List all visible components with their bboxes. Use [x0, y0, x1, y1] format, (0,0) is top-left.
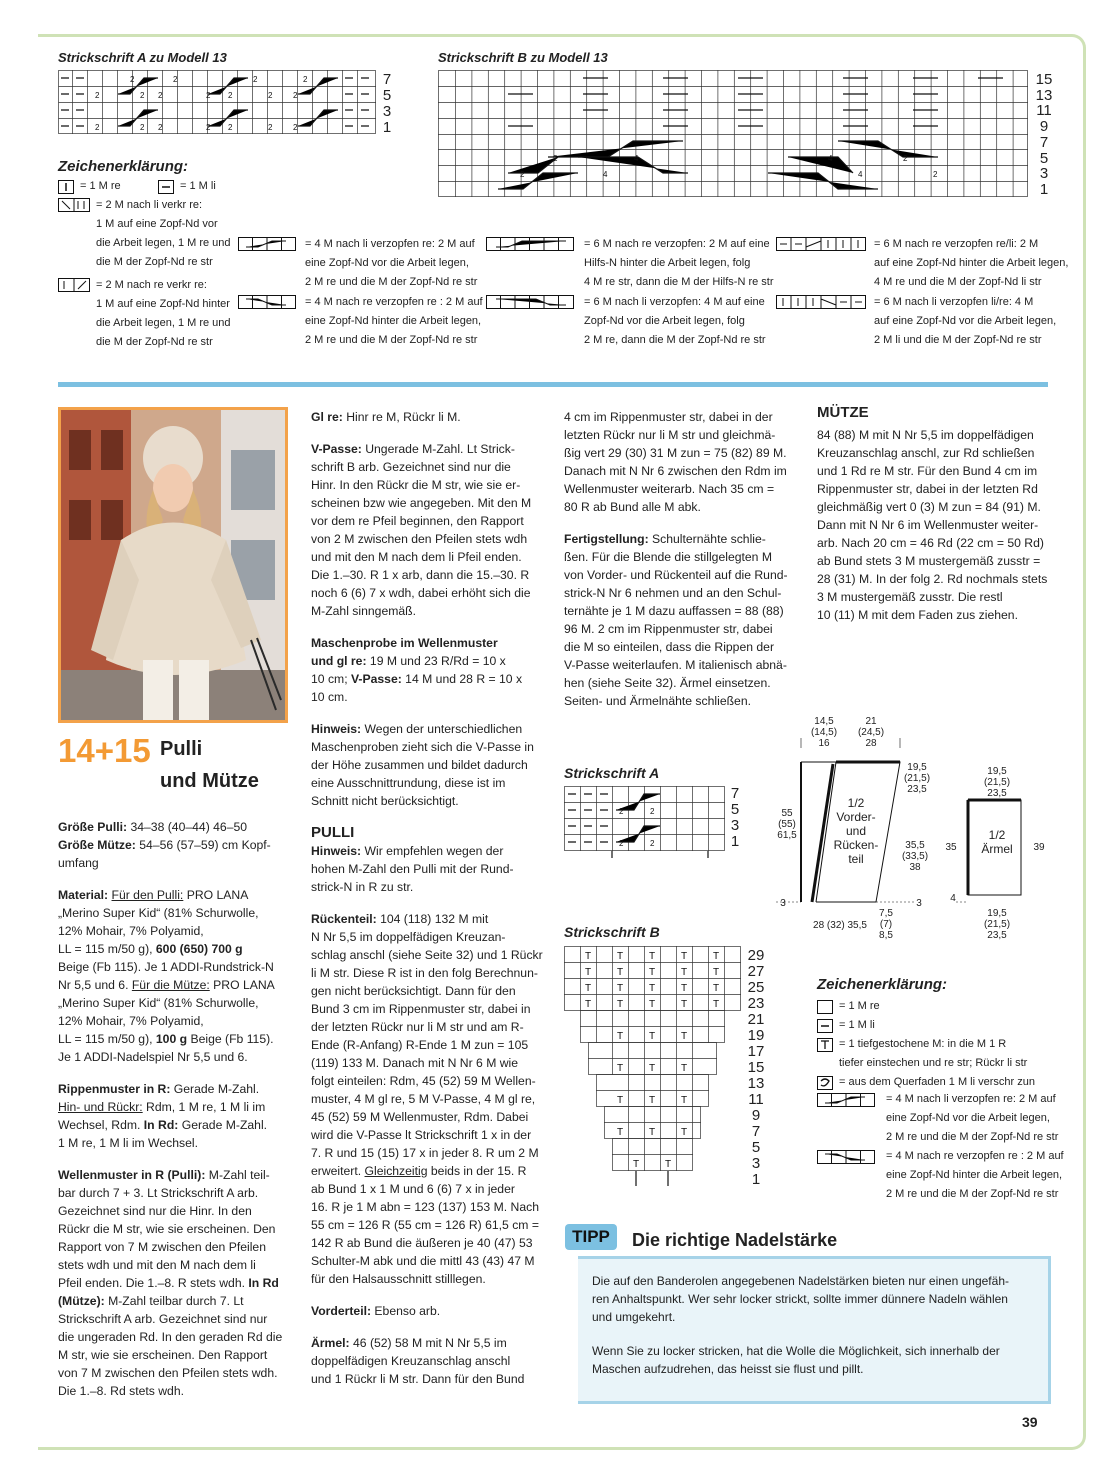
svg-text:2: 2	[228, 123, 233, 132]
svg-text:4: 4	[828, 154, 833, 163]
chart-a-grid	[58, 70, 376, 134]
svg-text:4: 4	[858, 170, 863, 179]
schem-sleeve-left: 35	[945, 842, 957, 853]
cable-4-right-icon	[238, 295, 296, 309]
legend-bottom-c1c: 2 M re und die M der Zopf-Nd re str	[886, 1131, 1059, 1143]
svg-text:T: T	[616, 1095, 624, 1106]
chart-a-title: Strickschrift A zu Modell 13	[58, 50, 227, 65]
legend-c5b: auf eine Zopf-Nd hinter die Arbeit legen,	[874, 257, 1069, 269]
cable-6-left-icon	[486, 295, 574, 309]
svg-text:T: T	[712, 951, 720, 962]
legend-c4c: 2 M re, dann die M der Zopf-Nd re str	[584, 334, 766, 346]
schem-sleeve-right: 39	[1033, 842, 1045, 853]
schem-bottom: 28 (32) 35,5	[813, 920, 867, 931]
schem-shoulder: 19,5 (21,5) 23,5	[903, 762, 931, 795]
legend-c4a: = 6 M nach li verzopfen: 4 M auf eine	[584, 296, 765, 308]
svg-text:2: 2	[228, 91, 233, 100]
svg-text:T: T	[616, 1127, 624, 1138]
legend-c1b: eine Zopf-Nd vor die Arbeit legen,	[305, 257, 469, 269]
svg-text:2: 2	[140, 91, 145, 100]
legend-l1-line3: die Arbeit legen, 1 M re und	[96, 237, 231, 249]
legend-bottom-c2b: eine Zopf-Nd hinter die Arbeit legen,	[886, 1169, 1063, 1181]
model-number: 14+15	[58, 732, 151, 769]
legend-l1-line4: die M der Zopf-Nd re str	[96, 256, 213, 268]
schem-three-left: 3	[780, 898, 786, 909]
svg-text:T: T	[648, 967, 656, 978]
legend-c2c: 2 M re und die M der Zopf-Nd re str	[305, 334, 478, 346]
cross-right-icon	[58, 278, 90, 292]
svg-text:T: T	[664, 1159, 672, 1170]
svg-text:T: T	[648, 1063, 656, 1074]
svg-text:T: T	[584, 967, 592, 978]
legend-re: = 1 M re	[80, 180, 121, 192]
svg-text:2: 2	[268, 91, 273, 100]
muetze-heading: MÜTZE	[817, 404, 869, 421]
svg-text:2: 2	[303, 75, 308, 84]
legend-li: = 1 M li	[180, 180, 216, 192]
svg-text:T: T	[616, 999, 624, 1010]
cable-6-li-re-icon	[776, 295, 866, 309]
svg-text:T: T	[680, 967, 688, 978]
legend-bottom-t2: tiefer einstechen und re str; Rückr li str	[839, 1057, 1028, 1069]
legend-c3a: = 6 M nach re verzopfen: 2 M auf eine	[584, 238, 770, 250]
legend-l1: = 2 M nach li verkr re:	[96, 199, 203, 211]
legend-c2a: = 4 M nach re verzopfen re : 2 M auf	[305, 296, 483, 308]
column-4-text: 84 (88) M mit N Nr 5,5 im doppelfädigen Kreuzanschlag anschl, zur Rd schließen und 1 Rd re M str. Für den Bund 4 cm im Rippenmuster str, dabei in der letzten Rd gleichmäßig vert 0 (3) M zun = 84 (91) M. Dann mit N Nr 6 im Wellenmuster weiter- arb. Nach 20 cm = 46 Rd (22 cm = 50 Rd) ab Bund stets 3 M mustergemäß zusstr = 28 (31) M. In der folg 2. Rd nochmals stets 3 M mustergemäß zusstr. Die restl 10 (11) M mit dem Faden zus ziehen.	[817, 428, 1048, 622]
legend-c3b: Hilfs-N hinter die Arbeit legen, folg	[584, 257, 751, 269]
schem-three-right: 3	[916, 898, 922, 909]
legend-bottom-re: = 1 M re	[839, 1000, 880, 1012]
svg-text:2: 2	[130, 75, 135, 84]
schem-top-left: 14,5 (14,5) 16	[810, 716, 838, 749]
knit-box-icon	[817, 1000, 833, 1014]
legend-l2-line4: die M der Zopf-Nd re str	[96, 336, 213, 348]
svg-text:T: T	[680, 951, 688, 962]
svg-text:2: 2	[293, 123, 298, 132]
model-name-line1: Pulli	[160, 738, 203, 760]
svg-text:T: T	[680, 1095, 688, 1106]
column-2-text: Gl re: Hinr re M, Rückr li M. V-Passe: Ungerade M-Zahl. Lt Strick- schrift B arb. Gezeichnet sind nur die Hinr. In den Rückr die M str, wie sie er- scheinen bzw wie angegeben. Mit den M vor dem re Pfeil beginnen, den Rapport von 2 M zwischen den Pfeilen stets wdh und mit den M nach dem li Pfeil enden. Die 1.–30. R 1 x arb, dann die 15.–30. R noch 6 (6) 7 x wdh, dabei erhöht sich die M-Zahl sinngemäß. Maschenprobe im Wellenmuster und gl re: 19 M und 23 R/Rd = 10 x 10 cm; V-Passe: 14 M und 28 R = 10 x 10 cm. Hinweis: Wegen der unterschiedlichen Maschenproben zieht sich die V-Passe in der Höhe zusammen und bildet dadurch eine Ausschnittrundung, diese ist im Schnitt nicht berücksichtigt. PULLI Hinweis: Wir empfehlen wegen der hohen M-Zahl den Pulli mit der Rund- strick-N in R zu str. Rückenteil: 104 (118) 132 M mit N Nr 5,5 im doppelfädigen Kreuzan- schlag anschl (siehe Seite 32) und 1 Rückr li M str. Diese R ist in den folg Berechnun- gen nicht berücksichtigt. Dann für den Bund 3 cm im Rippenmuster str, dabei in der letzten Rückr nur li M str und am R- Ende (R-Anfang) R-Ende 1 M zun = 105 (119) 133 M. Danach mit N Nr 6 M wie folgt einteilen: Rdm, 45 (52) 59 M Wellen- muster, 4 M gl re, 5 M V-Passe, 4 M gl re, 45 (52) 59 M Wellenmuster, Rdm. Dabei wird die V-Passe lt Strickschrift 1 x in der 7. R und 15 (15) 17 x in jeder 8. R um 2 M erweitert. Gleichzeitig beids in der 15. R ab Bund 1 x 1 M und 6 (6) 7 x in jeder 16. R je 1 M abn = 123 (137) 153 M. Nach 55 cm = 126 R (55 cm = 126 R) 61,5 cm = 142 R ab Bund die äußeren je 40 (47) 53 Schulter-M abk und die mittl 43 (43) 47 M für den Halsausschnitt stilllegen. Vorderteil: Ebenso arb. Ärmel: 46 (52) 58 M mit N Nr 5,5 im doppelfädigen Kreuzanschlag anschl und 1 Rückr li M str. Dann für den Bund	[311, 410, 543, 1386]
legend-bottom-c1a: = 4 M nach li verzopfen re: 2 M auf	[886, 1093, 1056, 1105]
svg-text:T: T	[680, 1127, 688, 1138]
schem-rib: 7,5 (7) 8,5	[879, 908, 893, 941]
svg-text:T: T	[648, 1127, 656, 1138]
schem-sleeve-top: 19,5 (21,5) 23,5	[983, 766, 1011, 799]
svg-text:2: 2	[95, 91, 100, 100]
legend-c6a: = 6 M nach li verzopfen li/re: 4 M	[874, 296, 1034, 308]
svg-text:2: 2	[903, 154, 908, 163]
small-chart-a-grid	[564, 786, 734, 858]
svg-text:T: T	[648, 1095, 656, 1106]
svg-text:2: 2	[650, 839, 655, 848]
svg-text:2: 2	[173, 75, 178, 84]
purl-box-icon	[817, 1019, 833, 1033]
svg-text:T: T	[712, 983, 720, 994]
legend-bottom-c2a: = 4 M nach re verzopfen re : 2 M auf	[886, 1150, 1064, 1162]
svg-text:T: T	[616, 1031, 624, 1042]
svg-text:T: T	[616, 967, 624, 978]
svg-text:T: T	[648, 999, 656, 1010]
svg-text:T: T	[680, 1063, 688, 1074]
schem-sleeve-bottom: 19,5 (21,5) 23,5	[983, 908, 1011, 941]
legend-c5c: 4 M re und die M der Zopf-Nd li str	[874, 276, 1042, 288]
schem-top-right: 21 (24,5) 28	[857, 716, 885, 749]
svg-text:T: T	[648, 983, 656, 994]
chart-b-grid	[438, 70, 1028, 197]
cross-left-icon	[58, 198, 90, 212]
svg-text:2: 2	[619, 807, 624, 816]
svg-text:4: 4	[634, 154, 639, 163]
chart-b-title: Strickschrift B zu Modell 13	[438, 50, 608, 65]
svg-text:T: T	[584, 983, 592, 994]
legend-c2b: eine Zopf-Nd hinter die Arbeit legen,	[305, 315, 482, 327]
cable-4-right-small-icon	[817, 1150, 875, 1164]
column-3-text: 4 cm im Rippenmuster str, dabei in der letzten Rückr nur li M str und gleichmä- ßig vert 29 (30) 31 M zun = 75 (82) 89 M. Danach mit N Nr 6 zwischen den Rdm im Wellenmuster weiterarb. Nach 35 cm = 80 R ab Bund alle M abk. Fertigstellung: Schulternähte schlie- ßen. Für die Blende die stillgelegten M von Vorder- und Rückenteil auf die Rund- strick-N Nr 6 nehmen und an den Schul- ternähte je 1 M dazu auffassen = 88 (88) 96 M. 2 cm im Rippenmuster str, dabei die M so einteilen, dass die Rippen der V-Passe weiterlaufen. M italienisch abnä- hen (siehe Seite 32). Ärmel einsetzen. Seiten- und Ärmelnähte schließen.	[564, 410, 788, 708]
small-chart-b-title: Strickschrift B	[564, 924, 660, 940]
svg-text:2: 2	[95, 123, 100, 132]
tipp-badge: TIPP	[565, 1224, 617, 1250]
cable-6-re-li-icon	[776, 237, 866, 251]
legend-c5a: = 6 M nach re verzopfen re/li: 2 M	[874, 238, 1039, 250]
legend-c1c: 2 M re und die M der Zopf-Nd re str	[305, 276, 478, 288]
legend-l2-line2: 1 M auf eine Zopf-Nd hinter	[96, 298, 230, 310]
legend-bottom-li: = 1 M li	[839, 1019, 875, 1031]
chart-b-row-numbers: 15 13 11 9 7 5 3 1	[1035, 71, 1053, 198]
schem-sleeve-label: 1/2 Ärmel	[981, 828, 1013, 856]
svg-text:2: 2	[158, 91, 163, 100]
chart-a-row-numbers: 7 5 3 1	[382, 71, 392, 136]
legend-c6b: auf eine Zopf-Nd vor die Arbeit legen,	[874, 315, 1057, 327]
svg-text:T: T	[616, 983, 624, 994]
purl-symbol-icon	[158, 180, 174, 194]
small-chart-b-rows: 29 27 25 23 21 19 17 15 13 11 9 7 5 3 1	[747, 947, 765, 1188]
legend-bottom-c1b: eine Zopf-Nd vor die Arbeit legen,	[886, 1112, 1050, 1124]
svg-text:2: 2	[553, 154, 558, 163]
svg-text:2: 2	[253, 75, 258, 84]
svg-text:2: 2	[158, 123, 163, 132]
tipp-paragraph-2: Wenn Sie zu locker stricken, hat die Wolle die Möglichkeit, sich innerhalb der Maschen aufzudrehen, das heisst sie flust und pillt.	[592, 1344, 1000, 1376]
svg-text:2: 2	[206, 123, 211, 132]
legend-c1a: = 4 M nach li verzopfen re: 2 M auf	[305, 238, 475, 250]
tuck-stitch-icon	[817, 1038, 833, 1052]
cable-4-left-icon	[238, 237, 296, 251]
svg-text:T: T	[584, 999, 592, 1010]
svg-text:T: T	[680, 1031, 688, 1042]
svg-text:4: 4	[603, 170, 608, 179]
knit-symbol-icon	[58, 180, 74, 194]
increase-icon	[817, 1076, 833, 1090]
svg-text:T: T	[712, 999, 720, 1010]
small-chart-a-title: Strickschrift A	[564, 765, 660, 781]
column-1-text: Größe Pulli: 34–38 (40–44) 46–50 Größe Mütze: 54–56 (57–59) cm Kopf- umfang Material: Für den Pulli: PRO LANA „Merino Super Kid“ (81% Schurwolle, 12% Mohair, 7% Polyamid, LL = 115 m/50 g), 600 (650) 700 g Beige (Fb 115). Je 1 ADDI-Rundstrick-N Nr 5,5 und 6. Für die Mütze: PRO LANA „Merino Super Kid“ (81% Schurwolle, 12% Mohair, 7% Polyamid, LL = 115 m/50 g), 100 g Beige (Fb 115). Je 1 ADDI-Nadelspiel Nr 5,5 und 6. Rippenmuster in R: Gerade M-Zahl. Hin- und Rückr: Rdm, 1 M re, 1 M li im Wechsel, Rdm. In Rd: Gerade M-Zahl. 1 M re, 1 M li im Wechsel. Wellenmuster in R (Pulli): M-Zahl teil- bar durch 7 + 3. Lt Strickschrift A arb. Gezeichnet sind nur die Hinr. In den Rückr die M str, wie sie erscheinen. Den Rapport von 7 M zwischen den Pfeilen stets wdh und mit den M nach dem li Pfeil enden. Die 1.–8. R stets wdh. In Rd (Mütze): M-Zahl teilbar durch 7. Lt Strickschrift A arb. Gezeichnet sind nur die ungeraden Rd. In den geraden Rd die M str, wie sie erscheinen. Den Rapport von 7 M zwischen den Pfeilen stets wdh. Die 1.–8. Rd stets wdh.	[58, 820, 283, 1398]
legend-l1-line2: 1 M auf eine Zopf-Nd vor	[96, 218, 218, 230]
cable-6-right-icon	[486, 237, 574, 251]
legend-l2: = 2 M nach re verkr re:	[96, 279, 207, 291]
svg-text:2: 2	[206, 91, 211, 100]
svg-text:T: T	[712, 967, 720, 978]
small-chart-a-rows: 7 5 3 1	[730, 785, 740, 850]
legend-c4b: Zopf-Nd vor die Arbeit legen, folg	[584, 315, 745, 327]
tipp-title: Die richtige Nadelstärke	[632, 1230, 838, 1250]
svg-text:T: T	[616, 951, 624, 962]
page-number: 39	[1022, 1414, 1038, 1430]
legend-c6c: 2 M li und die M der Zopf-Nd re str	[874, 334, 1042, 346]
schem-four: 4	[950, 893, 956, 904]
svg-text:T: T	[616, 1063, 624, 1074]
svg-text:2: 2	[293, 91, 298, 100]
cable-4-left-small-icon	[817, 1093, 875, 1107]
svg-text:2: 2	[268, 123, 273, 132]
legend-bottom-c2c: 2 M re und die M der Zopf-Nd re str	[886, 1188, 1059, 1200]
svg-text:T: T	[584, 951, 592, 962]
svg-text:2: 2	[619, 839, 624, 848]
legend-l2-line3: die Arbeit legen, 1 M re und	[96, 317, 231, 329]
svg-text:T: T	[648, 951, 656, 962]
legend-bottom-title: Zeichenerklärung:	[817, 976, 948, 993]
legend-top-title: Zeichenerklärung:	[58, 158, 189, 175]
svg-text:2: 2	[650, 807, 655, 816]
tipp-paragraph-1: Die auf den Banderolen angegebenen Nadelstärken bieten nur einen ungefäh- ren Anhaltspunkt. Wer sehr locker strickt, sollte immer dünnere Nadeln wählen und umgekehrt.	[592, 1274, 1009, 1324]
svg-text:2: 2	[933, 170, 938, 179]
model-photo	[58, 407, 288, 723]
model-name-line2: und Mütze	[160, 770, 259, 792]
schem-side: 35,5 (33,5) 38	[901, 840, 929, 873]
svg-text:T: T	[632, 1159, 640, 1170]
svg-text:T: T	[680, 999, 688, 1010]
legend-bottom-t1: = 1 tiefgestochene M: in die M 1 R	[839, 1038, 1007, 1050]
svg-text:T: T	[680, 983, 688, 994]
svg-text:2: 2	[520, 170, 525, 179]
schem-height: 55 (55) 61,5	[777, 808, 797, 841]
section-divider	[58, 382, 1048, 387]
schem-body-label: 1/2 Vorder- und Rücken- teil	[833, 796, 879, 866]
small-chart-b-grid	[564, 946, 744, 1191]
svg-text:T: T	[648, 1031, 656, 1042]
legend-bottom-q: = aus dem Querfaden 1 M li verschr zun	[839, 1076, 1035, 1088]
legend-c3c: 4 M re str, dann die M der Hilfs-N re str	[584, 276, 774, 288]
svg-text:2: 2	[140, 123, 145, 132]
